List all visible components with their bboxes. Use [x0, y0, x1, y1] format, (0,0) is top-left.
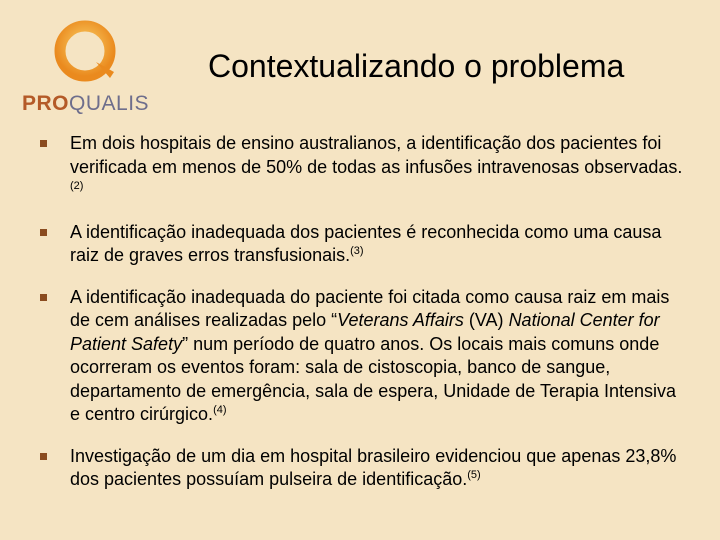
logo-pro: PRO [22, 92, 70, 115]
bullet-italic: National Center for Patient Safety [70, 310, 660, 354]
square-bullet-icon [40, 453, 47, 460]
bullet-text: A identificação inadequada do paciente foi citada como causa raiz em mais de cem análises realizadas pelo “ [70, 286, 670, 330]
reference: (3) [350, 245, 364, 257]
bullet-text: ” num período de quatro anos. Os locais mais comuns onde ocorreram os eventos foram: sala de cistoscopia, banco de sangue, departamento de emergência, sala de espera, Unidade de Terapia Intensiva e centro cirúrgico. [70, 333, 677, 424]
bullet-list [40, 132, 690, 510]
slide-title: Contextualizando o problema [208, 48, 625, 84]
square-bullet-icon [40, 294, 47, 301]
q-ring-icon [52, 18, 122, 88]
logo-qualis: QUALIS [69, 92, 150, 115]
reference: (5) [467, 469, 481, 481]
bullet-text: (VA) [463, 310, 509, 330]
square-bullet-icon [40, 229, 47, 236]
reference: (2) [70, 180, 84, 192]
reference: (4) [213, 404, 227, 416]
logo-wordmark [22, 92, 149, 116]
bullet-text: Em dois hospitais de ensino australianos, a identificação dos pacientes foi verificada em menos de 50% de todas as infusões intravenosas observadas. [70, 133, 683, 177]
bullet-item [40, 286, 690, 427]
bullet-item [40, 221, 690, 268]
square-bullet-icon [40, 140, 47, 147]
bullet-italic: Veterans Affairs [337, 310, 464, 330]
bullet-text: A identificação inadequada dos pacientes é reconhecida como uma causa raiz de graves erros transfusionais. [70, 221, 662, 265]
bullet-text: Investigação de um dia em hospital brasileiro evidenciou que apenas 23,8% dos pacientes possuíam pulseira de identificação. [70, 445, 677, 489]
bullet-item [40, 132, 690, 203]
proqualis-logo [22, 18, 157, 118]
bullet-item [40, 445, 690, 492]
